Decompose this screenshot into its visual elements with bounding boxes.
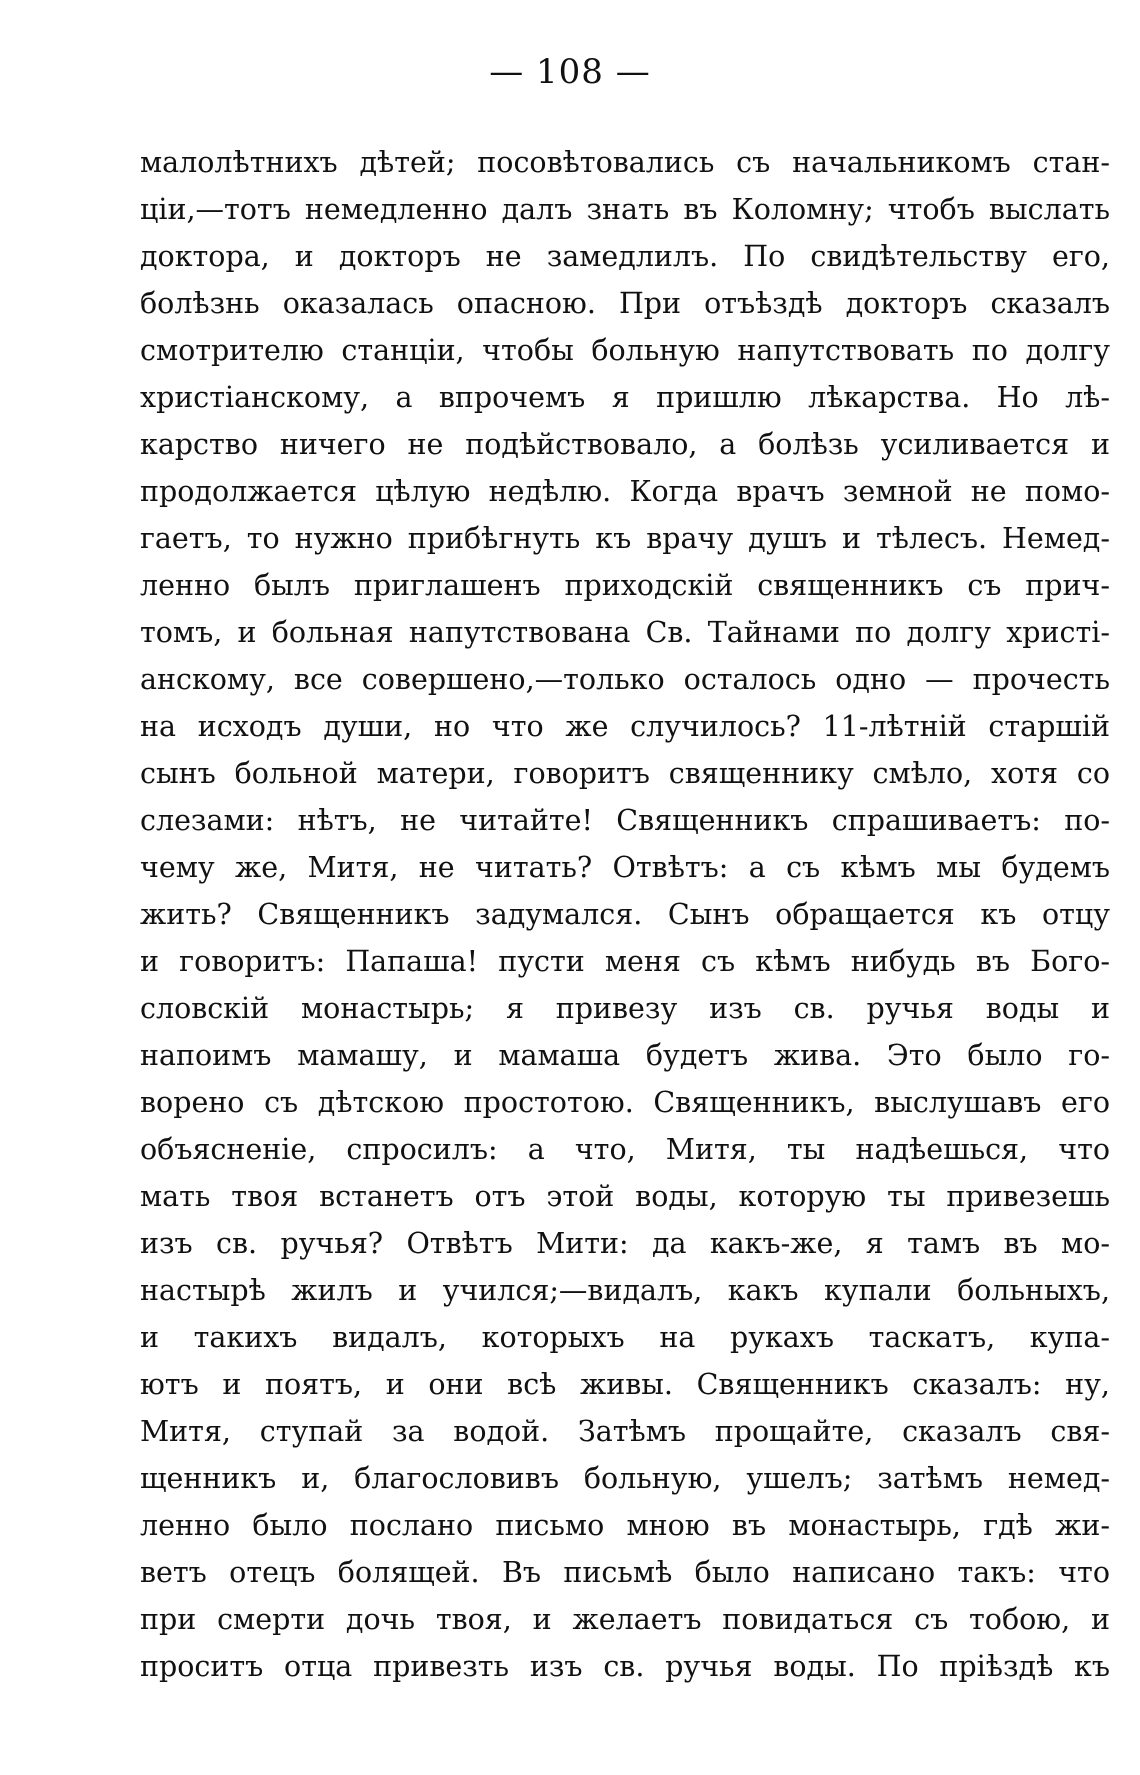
- text-line: напоимъ мамашу, и мамаша будетъ жива. Это было го-: [140, 1039, 1110, 1072]
- body-text: [140, 139, 1110, 1690]
- text-line: Митя, ступай за водой. Затѣмъ прощайте, сказалъ свя-: [140, 1415, 1110, 1448]
- text-line: анскому, все совершено,—только осталось одно — прочесть: [140, 663, 1110, 696]
- text-line: и говоритъ: Папаша! пусти меня съ кѣмъ нибудь въ Бого-: [140, 945, 1110, 978]
- text-line: при смерти дочь твоя, и желаетъ повидаться съ тобою, и: [140, 1603, 1110, 1636]
- text-line: малолѣтнихъ дѣтей; посовѣтовались съ начальникомъ стан-: [140, 146, 1110, 179]
- text-line: сынъ больной матери, говоритъ священнику смѣло, хотя со: [140, 757, 1110, 790]
- text-line: щенникъ и, благословивъ больную, ушелъ; затѣмъ немед-: [140, 1462, 1110, 1495]
- text-line: настырѣ жилъ и учился;—видалъ, какъ купали больныхъ,: [140, 1274, 1110, 1307]
- text-line: ленно былъ приглашенъ приходскій священникъ съ прич-: [140, 569, 1110, 602]
- text-line: смотрителю станціи, чтобы больную напутствовать по долгу: [140, 334, 1110, 367]
- text-line: жить? Священникъ задумался. Сынъ обращается къ отцу: [140, 898, 1110, 931]
- text-line: болѣзнь оказалась опасною. При отъѣздѣ докторъ сказалъ: [140, 287, 1110, 320]
- text-line: карство ничего не подѣйствовало, а болѣзь усиливается и: [140, 428, 1110, 461]
- text-line: христіанскому, а впрочемъ я пришлю лѣкарства. Но лѣ-: [140, 381, 1110, 414]
- text-line: мать твоя встанетъ отъ этой воды, которую ты привезешь: [140, 1180, 1110, 1213]
- text-line: чему же, Митя, не читать? Отвѣтъ: а съ кѣмъ мы будемъ: [140, 851, 1110, 884]
- text-line: ленно было послано письмо мною въ монастырь, гдѣ жи-: [140, 1509, 1110, 1542]
- text-line: и такихъ видалъ, которыхъ на рукахъ таскатъ, купа-: [140, 1321, 1110, 1354]
- text-line: изъ св. ручья? Отвѣтъ Мити: да какъ-же, я тамъ въ мо-: [140, 1227, 1110, 1260]
- page-number: — 108 —: [489, 52, 651, 92]
- text-line: словскій монастырь; я привезу изъ св. ручья воды и: [140, 992, 1110, 1025]
- text-line: продолжается цѣлую недѣлю. Когда врачъ земной не помо-: [140, 475, 1110, 508]
- text-line: ціи,—тотъ немедленно далъ знать въ Коломну; чтобъ выслать: [140, 193, 1110, 226]
- text-line: объясненіе, спросилъ: а что, Митя, ты надѣешься, что: [140, 1133, 1110, 1166]
- text-line: проситъ отца привезть изъ св. ручья воды. По пріѣздѣ къ: [140, 1650, 1110, 1683]
- text-line: гаетъ, то нужно прибѣгнуть къ врачу душъ и тѣлесъ. Немед-: [140, 522, 1110, 555]
- text-line: на исходъ души, но что же случилось? 11-лѣтній старшій: [140, 710, 1110, 743]
- text-line: ветъ отецъ болящей. Въ письмѣ было написано такъ: что: [140, 1556, 1110, 1589]
- text-line: ютъ и поятъ, и они всѣ живы. Священникъ сказалъ: ну,: [140, 1368, 1110, 1401]
- text-line: слезами: нѣтъ, не читайте! Священникъ спрашиваетъ: по-: [140, 804, 1110, 837]
- text-line: доктора, и докторъ не замедлилъ. По свидѣтельству его,: [140, 240, 1110, 273]
- text-line: томъ, и больная напутствована Св. Тайнами по долгу христі-: [140, 616, 1110, 649]
- text-line: ворено съ дѣтскою простотою. Священникъ, выслушавъ его: [140, 1086, 1110, 1119]
